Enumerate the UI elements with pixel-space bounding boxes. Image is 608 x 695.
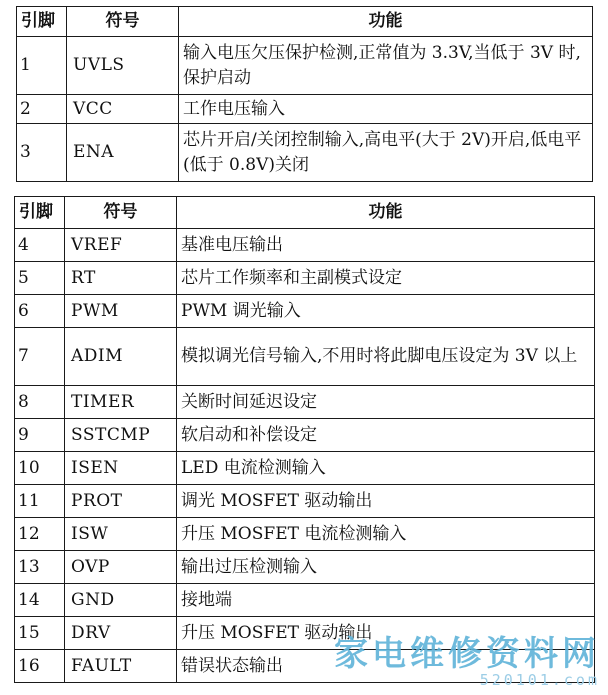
- pin-symbol: VREF: [65, 229, 177, 262]
- pin-symbol: TIMER: [65, 386, 177, 419]
- pin-number: 8: [15, 386, 65, 419]
- pin-number: 5: [15, 262, 65, 295]
- pin-number: 11: [15, 485, 65, 518]
- table-row: [17, 124, 593, 182]
- pin-symbol: VCC: [67, 95, 179, 124]
- pin-function: 输出过压检测输入: [177, 551, 595, 584]
- table-row: [15, 419, 595, 452]
- table-row: [15, 295, 595, 328]
- pin-number: 14: [15, 584, 65, 617]
- pin-function: 模拟调光信号输入,不用时将此脚电压设定为 3V 以上: [177, 328, 595, 386]
- pin-number: 2: [17, 95, 67, 124]
- pin-function: LED 电流检测输入: [177, 452, 595, 485]
- pin-number: 9: [15, 419, 65, 452]
- pin-function: PWM 调光输入: [177, 295, 595, 328]
- pin-number: 10: [15, 452, 65, 485]
- pin-symbol: UVLS: [67, 37, 179, 95]
- table-header-row: [15, 197, 595, 229]
- header-symbol: 符号: [65, 197, 177, 229]
- pin-function: 芯片工作频率和主副模式设定: [177, 262, 595, 295]
- pin-symbol: OVP: [65, 551, 177, 584]
- pin-symbol: RT: [65, 262, 177, 295]
- table-row: [15, 551, 595, 584]
- pin-function: 软启动和补偿设定: [177, 419, 595, 452]
- table-row: [17, 95, 593, 124]
- pin-function: 输入电压欠压保护检测,正常值为 3.3V,当低于 3V 时,保护启动: [179, 37, 593, 95]
- header-pin: 引脚: [15, 197, 65, 229]
- pin-symbol: ADIM: [65, 328, 177, 386]
- pin-function: 基准电压输出: [177, 229, 595, 262]
- pin-symbol: ISEN: [65, 452, 177, 485]
- header-pin: 引脚: [17, 7, 67, 37]
- header-symbol: 符号: [67, 7, 179, 37]
- pin-number: 7: [15, 328, 65, 386]
- pin-function: 接地端: [177, 584, 595, 617]
- pin-table-part2: [14, 196, 595, 683]
- table-row: [15, 485, 595, 518]
- pin-function: 芯片开启/关闭控制输入,高电平(大于 2V)开启,低电平(低于 0.8V)关闭: [179, 124, 593, 182]
- pin-number: 12: [15, 518, 65, 551]
- pin-number: 4: [15, 229, 65, 262]
- table-row: [15, 518, 595, 551]
- pin-symbol: ISW: [65, 518, 177, 551]
- pin-symbol: GND: [65, 584, 177, 617]
- pin-number: 13: [15, 551, 65, 584]
- pin-function: 关断时间延迟设定: [177, 386, 595, 419]
- pin-symbol: FAULT: [65, 650, 177, 683]
- table-row: [15, 262, 595, 295]
- table-row: [15, 584, 595, 617]
- pin-number: 16: [15, 650, 65, 683]
- header-function: 功能: [177, 197, 595, 229]
- watermark: [334, 626, 600, 689]
- pin-number: 1: [17, 37, 67, 95]
- pin-number: 15: [15, 617, 65, 650]
- header-function: 功能: [179, 7, 593, 37]
- watermark-url: 520101.com: [479, 671, 600, 689]
- pin-number: 3: [17, 124, 67, 182]
- pin-symbol: DRV: [65, 617, 177, 650]
- pin-function: 升压 MOSFET 电流检测输入: [177, 518, 595, 551]
- pin-symbol: PROT: [65, 485, 177, 518]
- pin-function: 升压 MOSFET 驱动输出: [177, 617, 595, 650]
- table-row: [15, 452, 595, 485]
- table-row: [15, 386, 595, 419]
- table-row: [15, 328, 595, 386]
- pin-function: 工作电压输入: [179, 95, 593, 124]
- pin-symbol: ENA: [67, 124, 179, 182]
- pin-function: 调光 MOSFET 驱动输出: [177, 485, 595, 518]
- pin-symbol: SSTCMP: [65, 419, 177, 452]
- pin-table-part1: [16, 6, 593, 182]
- watermark-title: 家电维修资料网: [334, 634, 600, 674]
- pin-symbol: PWM: [65, 295, 177, 328]
- pin-function: 错误状态输出: [177, 650, 595, 683]
- table-header-row: [17, 7, 593, 37]
- table-row: [17, 37, 593, 95]
- table-row: [15, 229, 595, 262]
- pin-number: 6: [15, 295, 65, 328]
